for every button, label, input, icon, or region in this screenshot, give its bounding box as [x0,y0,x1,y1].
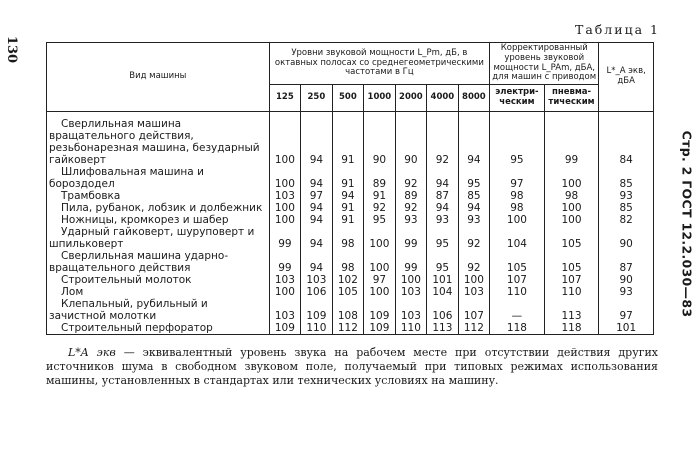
value-cell: 94 [458,112,490,167]
value-cell: 95 [490,112,545,167]
value-cell: 118 [544,322,599,335]
value-cell: 91 [332,202,364,214]
value-cell: 109 [269,322,301,335]
value-cell: 89 [364,166,396,190]
value-cell: 100 [364,286,396,298]
machine-name: Шлифовальная машина и бороздодел [47,166,270,190]
value-cell: 94 [427,166,459,190]
table-row [47,112,654,167]
table-row [47,214,654,226]
value-cell: 98 [332,226,364,250]
value-cell: 103 [395,286,427,298]
value-cell: 99 [269,226,301,250]
value-cell: 90 [599,226,654,250]
value-cell: 92 [364,202,396,214]
header-freq: 500 [332,85,364,112]
value-cell: 113 [544,298,599,322]
value-cell: 87 [427,190,459,202]
machine-name: Сверлильная машина вращательного действия, резьбонарезная машина, безударный гайковерт [47,112,270,167]
value-cell: 101 [599,322,654,335]
value-cell: 100 [544,166,599,190]
header-freq: 8000 [458,85,490,112]
value-cell: 103 [269,298,301,322]
value-cell: 97 [490,166,545,190]
header-corrected: Корректированный уровень звуковой мощности L_PAm, дБА, для машин с приводом [490,43,599,85]
value-cell: 100 [544,214,599,226]
value-cell: 100 [269,112,301,167]
value-cell: 105 [544,226,599,250]
value-cell: 109 [301,298,333,322]
value-cell: 106 [427,298,459,322]
value-cell: 92 [395,166,427,190]
value-cell: 105 [490,250,545,274]
table-row [47,190,654,202]
header-drive: пневма-тическим [544,85,599,112]
value-cell: 95 [427,226,459,250]
value-cell: 94 [458,202,490,214]
machine-name: Ударный гайковерт, шуруповерт и шпильковерт [47,226,270,250]
value-cell: 93 [427,214,459,226]
table-row [47,274,654,286]
value-cell: 99 [544,112,599,167]
value-cell: 109 [364,322,396,335]
value-cell: 92 [458,226,490,250]
header-drive: электри-ческим [490,85,545,112]
machine-name: Лом [47,286,270,298]
value-cell: 94 [301,112,333,167]
machine-name: Клепальный, рубильный и зачистной молотки [47,298,270,322]
value-cell: 100 [269,214,301,226]
value-cell: 95 [458,166,490,190]
machine-name: Сверлильная машина ударно-вращательного действия [47,250,270,274]
value-cell: 94 [301,226,333,250]
value-cell: 107 [458,298,490,322]
side-header: Стр. 2 ГОСТ 12.2.030—83 [679,130,695,318]
value-cell: 112 [332,322,364,335]
table-row [47,166,654,190]
value-cell: 100 [364,250,396,274]
value-cell: 109 [364,298,396,322]
value-cell: 100 [490,214,545,226]
machine-name: Трамбовка [47,190,270,202]
value-cell: 98 [332,250,364,274]
value-cell: 110 [490,286,545,298]
footnote-text: — эквивалентный уровень звука на рабочем месте при отсутствии действия других источников шума в свободном звуковом поле, получаемый при типовых режимах использования машины, установленных в стандартах или технических условиях на машину. [46,346,658,387]
header-freq: 250 [301,85,333,112]
value-cell: 100 [269,202,301,214]
header-freq: 4000 [427,85,459,112]
machine-name: Строительный молоток [47,274,270,286]
value-cell: 87 [599,250,654,274]
value-cell: 103 [269,274,301,286]
table-row [47,286,654,298]
header-machine-type: Вид машины [47,43,270,112]
value-cell: 92 [458,250,490,274]
value-cell: 94 [301,250,333,274]
value-cell: 98 [490,202,545,214]
value-cell: 84 [599,112,654,167]
value-cell: 91 [332,112,364,167]
table-row [47,226,654,250]
value-cell: 99 [395,250,427,274]
machine-name: Строительный перфоратор [47,322,270,335]
value-cell: 94 [427,202,459,214]
value-cell: 110 [395,322,427,335]
table-row [47,202,654,214]
value-cell: 98 [544,190,599,202]
value-cell: 107 [544,274,599,286]
machine-name: Пила, рубанок, лобзик и долбежник [47,202,270,214]
value-cell: 100 [544,202,599,214]
value-cell: 90 [364,112,396,167]
value-cell: 105 [544,250,599,274]
value-cell: 94 [332,190,364,202]
value-cell: 91 [364,190,396,202]
value-cell: 98 [490,190,545,202]
value-cell: 103 [395,298,427,322]
header-power-levels: Уровни звуковой мощности L_Pm, дБ, в октавных полосах со среднегеометрическими частотами в Гц [269,43,490,85]
value-cell: 110 [544,286,599,298]
value-cell: 93 [458,214,490,226]
value-cell: 91 [332,214,364,226]
value-cell: 103 [458,286,490,298]
value-cell: 100 [458,274,490,286]
value-cell: 100 [364,226,396,250]
value-cell: 104 [490,226,545,250]
value-cell: 97 [301,190,333,202]
page-number: 130 [4,35,20,64]
value-cell: 93 [599,190,654,202]
value-cell: 99 [269,250,301,274]
noise-table [46,42,654,335]
table-row [47,250,654,274]
header-equivalent: L*_A экв, дБА [599,43,654,112]
value-cell: 91 [332,166,364,190]
value-cell: 100 [269,286,301,298]
value-cell: 112 [458,322,490,335]
value-cell: 93 [395,214,427,226]
value-cell: 95 [427,250,459,274]
value-cell: 92 [395,202,427,214]
value-cell: 108 [332,298,364,322]
header-freq: 1000 [364,85,396,112]
value-cell: 97 [364,274,396,286]
header-freq: 2000 [395,85,427,112]
value-cell: 100 [269,166,301,190]
value-cell: 92 [427,112,459,167]
value-cell: 104 [427,286,459,298]
value-cell: 102 [332,274,364,286]
value-cell: — [490,298,545,322]
value-cell: 85 [458,190,490,202]
value-cell: 82 [599,214,654,226]
value-cell: 94 [301,166,333,190]
machine-name: Ножницы, кромкорез и шабер [47,214,270,226]
table-row [47,298,654,322]
value-cell: 118 [490,322,545,335]
value-cell: 94 [301,214,333,226]
value-cell: 100 [395,274,427,286]
value-cell: 85 [599,202,654,214]
value-cell: 90 [599,274,654,286]
value-cell: 103 [301,274,333,286]
value-cell: 85 [599,166,654,190]
value-cell: 110 [301,322,333,335]
value-cell: 105 [332,286,364,298]
value-cell: 95 [364,214,396,226]
value-cell: 99 [395,226,427,250]
value-cell: 97 [599,298,654,322]
header-freq: 125 [269,85,301,112]
footnote-symbol: L*A экв [68,346,116,359]
table-row [47,322,654,335]
value-cell: 113 [427,322,459,335]
value-cell: 94 [301,202,333,214]
value-cell: 93 [599,286,654,298]
value-cell: 101 [427,274,459,286]
value-cell: 90 [395,112,427,167]
value-cell: 107 [490,274,545,286]
table-title: Таблица 1 [574,22,660,37]
footnote [46,346,658,388]
value-cell: 103 [269,190,301,202]
value-cell: 89 [395,190,427,202]
value-cell: 106 [301,286,333,298]
